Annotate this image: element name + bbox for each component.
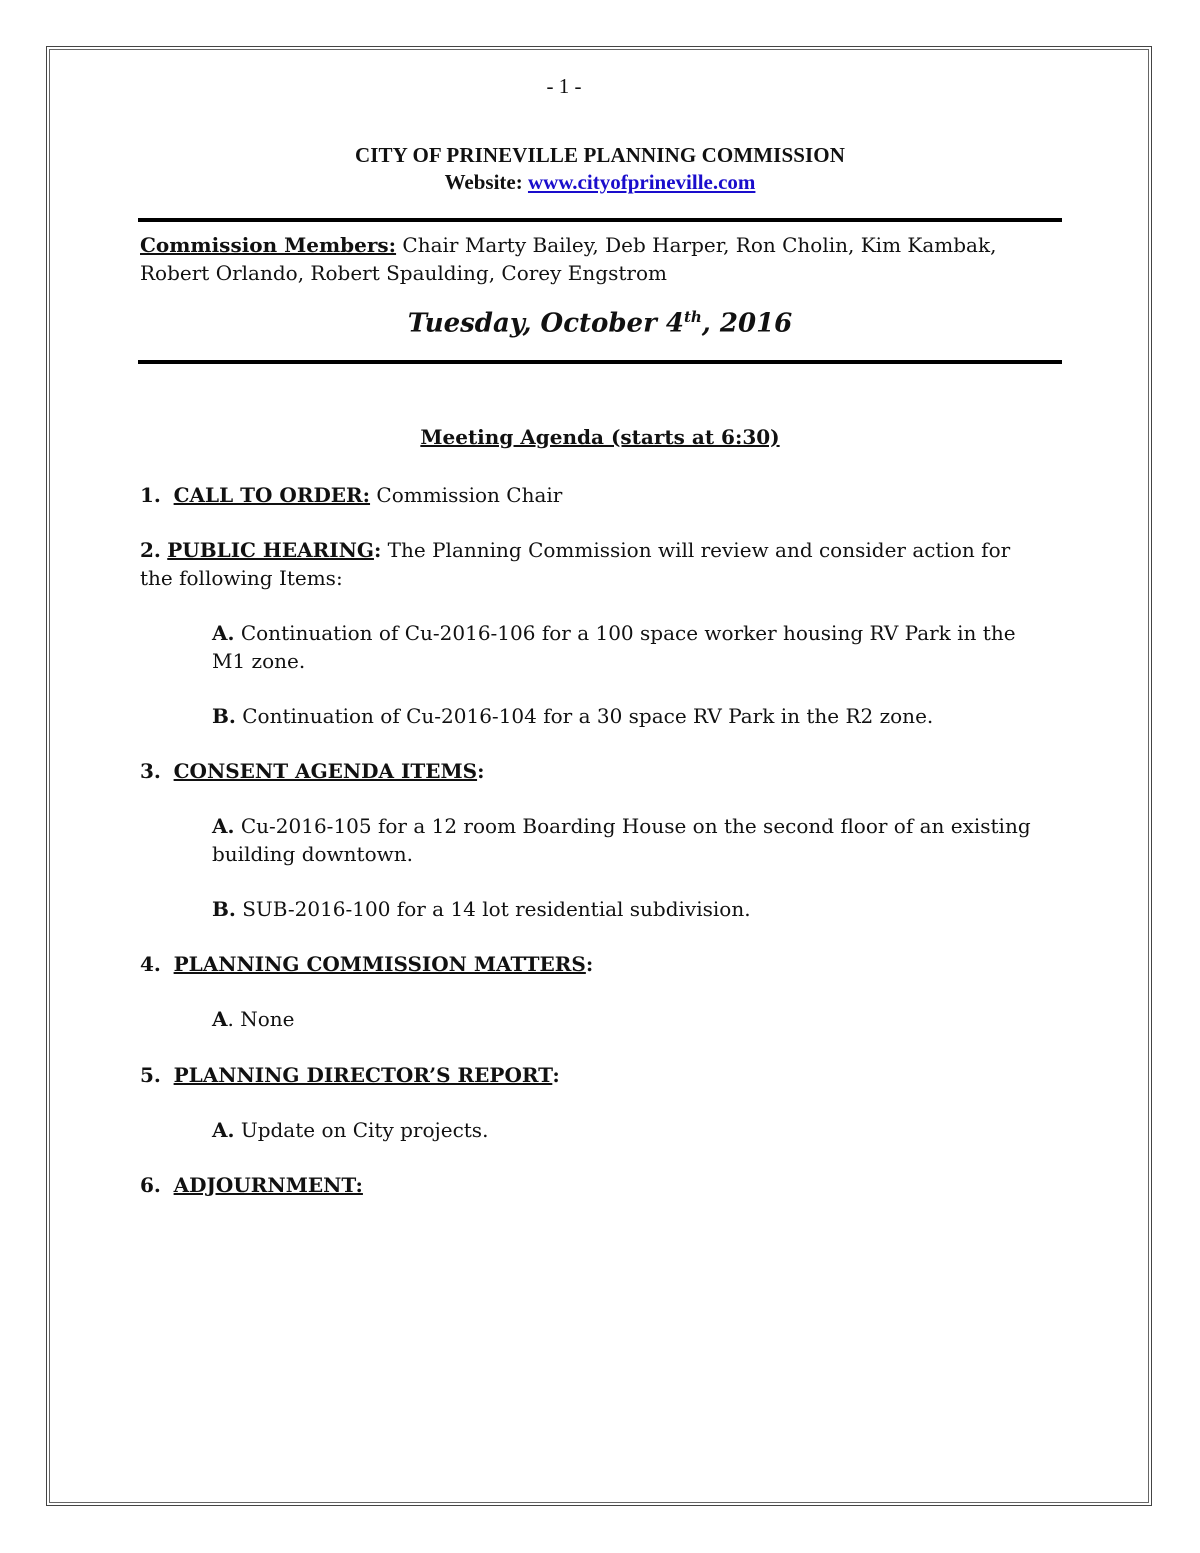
header-rule-top — [138, 218, 1062, 222]
agenda-heading: Meeting Agenda (starts at 6:30) — [420, 425, 780, 449]
subitem-letter: A — [212, 1007, 228, 1031]
date-suffix: th — [683, 308, 702, 326]
agenda-item-consent — [140, 757, 1040, 785]
subitem-letter: A. — [212, 814, 235, 838]
meeting-date — [0, 308, 1200, 339]
header-rule-bottom — [138, 360, 1062, 364]
item-text: Commission Chair — [370, 483, 563, 507]
subitem-text: SUB-2016-100 for a 14 lot residential subdivision. — [235, 897, 751, 921]
subitem-letter: B. — [212, 897, 236, 921]
agenda-item-call-to-order — [140, 481, 1040, 509]
agenda-subitem-3a — [212, 812, 1052, 868]
item-title: ADJOURNMENT: — [173, 1173, 363, 1197]
item-title: CONSENT AGENDA ITEMS — [173, 759, 478, 783]
subitem-text: . None — [227, 1007, 295, 1031]
item-colon: : — [373, 538, 382, 562]
org-title: CITY OF PRINEVILLE PLANNING COMMISSION — [355, 143, 845, 167]
subitem-text: Cu-2016-105 for a 12 room Boarding House on the second floor of an existing building downtown. — [212, 814, 1031, 866]
item-colon: : — [552, 1063, 560, 1087]
item-text: The Planning Commission will review and consider action for the following Items: — [140, 538, 1011, 590]
item-colon: : — [477, 759, 485, 783]
agenda-subitem-2a — [212, 619, 1052, 675]
subitem-letter: B. — [212, 704, 236, 728]
agenda-subitem-2b — [212, 702, 1052, 730]
agenda-item-commission-matters — [140, 950, 1040, 978]
agenda-subitem-5a — [212, 1116, 1052, 1144]
item-title: PLANNING DIRECTOR’S REPORT — [173, 1063, 553, 1087]
item-number: 2. — [140, 538, 161, 562]
website-label: Website: — [444, 170, 528, 194]
members-label: Commission Members: — [140, 233, 397, 257]
date-prefix: Tuesday, October 4 — [407, 308, 684, 339]
item-title: CALL TO ORDER: — [173, 483, 371, 507]
agenda-item-public-hearing — [140, 536, 1040, 592]
website-link[interactable]: www.cityofprineville.com — [527, 170, 756, 194]
item-number: 4. — [140, 952, 161, 976]
item-title: PUBLIC HEARING — [167, 538, 374, 562]
agenda-item-adjournment — [140, 1171, 1040, 1199]
page-number: - 1 - — [546, 74, 582, 98]
item-number: 3. — [140, 759, 161, 783]
commission-members — [140, 231, 1055, 287]
agenda-subitem-3b — [212, 895, 1052, 923]
subitem-text: Continuation of Cu-2016-106 for a 100 space worker housing RV Park in the M1 zone. — [212, 621, 1016, 673]
item-number: 6. — [140, 1173, 161, 1197]
item-number: 5. — [140, 1063, 161, 1087]
item-colon: : — [585, 952, 594, 976]
agenda-subitem-4a — [212, 1005, 1052, 1033]
item-number: 1. — [140, 483, 161, 507]
subitem-letter: A. — [212, 621, 235, 645]
agenda-item-director-report — [140, 1061, 1040, 1089]
members-names: Chair Marty Bailey, Deb Harper, Ron Cholin, Kim Kambak, Robert Orlando, Robert Spaulding, Corey Engstrom — [140, 233, 997, 285]
date-year: , 2016 — [701, 308, 793, 339]
subitem-letter: A. — [212, 1118, 235, 1142]
item-title: PLANNING COMMISSION MATTERS — [173, 952, 586, 976]
subitem-text: Update on City projects. — [234, 1118, 489, 1142]
website-line — [0, 170, 1200, 195]
subitem-text: Continuation of Cu-2016-104 for a 30 space RV Park in the R2 zone. — [235, 704, 934, 728]
